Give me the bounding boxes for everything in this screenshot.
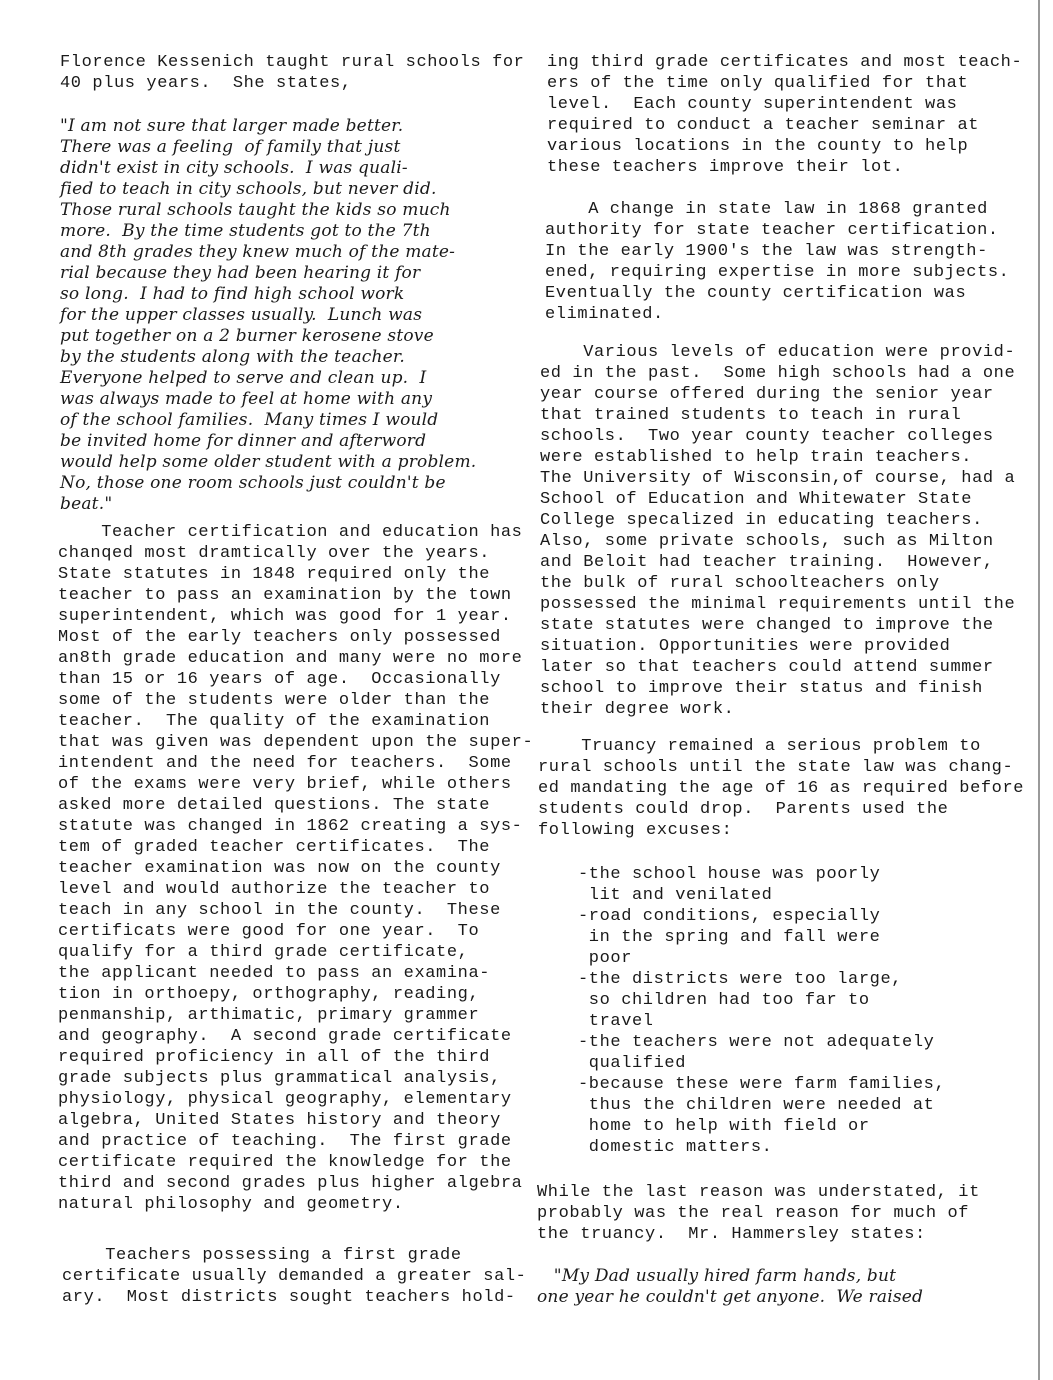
text-line: chanqed most dramtically over the years. — [58, 544, 491, 563]
text-line: College specalized in educating teachers. — [540, 511, 983, 530]
text-line: qualify for a third grade certificate, — [58, 943, 469, 962]
text-line: was always made to feel at home with any — [60, 389, 433, 409]
text-line: Various levels of education were provid- — [540, 343, 1016, 362]
text-line: required proficiency in all of the third — [58, 1048, 491, 1067]
text-line: later so that teachers could attend summer — [540, 658, 994, 677]
text-line: various locations in the county to help — [547, 137, 969, 156]
text-line: schools. Two year county teacher colleges — [540, 427, 994, 446]
text-line: probably was the real reason for much of — [537, 1204, 970, 1223]
text-line: statute was changed in 1862 creating a sys- — [58, 817, 523, 836]
text-line: -road conditions, especially — [578, 907, 881, 926]
text-line: algebra, United States history and theory — [58, 1111, 501, 1130]
text-line: -the teachers were not adequately — [578, 1033, 935, 1052]
text-line: asked more detailed questions. The state — [58, 796, 491, 815]
text-line: situation. Opportunities were provided — [540, 637, 951, 656]
text-line: physiology, physical geography, elementary — [58, 1090, 512, 1109]
text-line: required to conduct a teacher seminar at — [547, 116, 980, 135]
text-line: state statutes were changed to improve the — [540, 616, 994, 635]
text-line: lit and venilated — [578, 886, 773, 905]
text-line: following excuses: — [538, 821, 733, 840]
text-line: intendent and the need for teachers. Some — [58, 754, 512, 773]
text-line: their degree work. — [540, 700, 735, 719]
text-line: In the early 1900's the law was strength- — [545, 242, 988, 261]
text-line: of the exams were very brief, while others — [58, 775, 512, 794]
text-line: teacher. The quality of the examination — [58, 712, 491, 731]
text-line: and 8th grades they knew much of the mate- — [60, 242, 456, 262]
text-line: the applicant needed to pass an examina- — [58, 964, 491, 983]
text-line: of the school families. Many times I would — [60, 410, 439, 430]
text-line: There was a feeling of family that just — [60, 137, 401, 157]
text-line: Those rural schools taught the kids so much — [60, 200, 451, 220]
text-line: for the upper classes usually. Lunch was — [60, 305, 423, 325]
text-line: students could drop. Parents used the — [538, 800, 949, 819]
text-line: ened, requiring expertise in more subjects. — [545, 263, 1010, 282]
text-line: ary. Most districts sought teachers hold- — [62, 1288, 516, 1307]
text-line: eliminated. — [545, 305, 664, 324]
text-line: Eventually the county certification was — [545, 284, 967, 303]
text-line: an8th grade education and many were no more — [58, 649, 523, 668]
text-line: possessed the minimal requirements until the — [540, 595, 1016, 614]
text-line: Most of the early teachers only possessed — [58, 628, 501, 647]
page-edge-line — [1038, 0, 1040, 1380]
text-line: School of Education and Whitewater State — [540, 490, 973, 509]
text-line: didn't exist in city schools. I was quali- — [60, 158, 408, 178]
text-line: school to improve their status and finish — [540, 679, 983, 698]
text-line: grade subjects plus grammatical analysis, — [58, 1069, 501, 1088]
text-line: No, those one room schools just couldn't be — [60, 473, 446, 493]
text-line: were established to help train teachers. — [540, 448, 973, 467]
text-line: the truancy. Mr. Hammersley states: — [537, 1225, 926, 1244]
text-line: ed in the past. Some high schools had a one — [540, 364, 1016, 383]
text-line: Florence Kessenich taught rural schools for — [60, 53, 525, 72]
text-line: be invited home for dinner and afterword — [60, 431, 427, 451]
text-line: -the districts were too large, — [578, 970, 903, 989]
text-line: teacher to pass an examination by the town — [58, 586, 512, 605]
text-line: domestic matters. — [578, 1138, 773, 1157]
text-line: home to help with field or — [578, 1117, 870, 1136]
text-line: Teacher certification and education has — [58, 523, 523, 542]
text-line: poor — [578, 949, 633, 968]
text-line: certificate usually demanded a greater sal- — [62, 1267, 527, 1286]
text-line: rial because they had been hearing it for — [60, 263, 421, 283]
text-line: penmanship, arthimatic, primary grammer — [58, 1006, 480, 1025]
text-line: rural schools until the state law was chang- — [538, 758, 1014, 777]
text-line: qualified — [578, 1054, 687, 1073]
text-line: and geography. A second grade certificate — [58, 1027, 512, 1046]
text-line: -the school house was poorly — [578, 865, 881, 884]
text-line: travel — [578, 1012, 654, 1031]
text-line: While the last reason was understated, it — [537, 1183, 980, 1202]
text-line: more. By the time students got to the 7th — [60, 221, 431, 241]
text-line: A change in state law in 1868 granted — [545, 200, 988, 219]
text-line: tion in orthoepy, orthography, reading, — [58, 985, 480, 1004]
text-line: beat." — [60, 494, 113, 514]
text-line: put together on a 2 burner kerosene stove — [60, 326, 434, 346]
text-line: and Beloit had teacher training. However, — [540, 553, 994, 572]
text-line: teacher examination was now on the county — [58, 859, 501, 878]
text-line: 40 plus years. She states, — [60, 74, 352, 93]
text-line: thus the children were needed at — [578, 1096, 935, 1115]
text-line: certificate required the knowledge for the — [58, 1153, 512, 1172]
text-line: level. Each county superintendent was — [547, 95, 958, 114]
text-line: the bulk of rural schoolteachers only — [540, 574, 940, 593]
text-line: these teachers improve their lot. — [547, 158, 904, 177]
text-line: Truancy remained a serious problem to — [538, 737, 981, 756]
text-line: so children had too far to — [578, 991, 870, 1010]
text-line: "I am not sure that larger made better. — [60, 116, 404, 136]
text-line: teach in any school in the county. These — [58, 901, 501, 920]
text-line: Everyone helped to serve and clean up. I — [60, 368, 427, 388]
text-line: some of the students were older than the — [58, 691, 491, 710]
text-line: State statutes in 1848 required only the — [58, 565, 491, 584]
text-line: than 15 or 16 years of age. Occasionally — [58, 670, 501, 689]
text-line: third and second grades plus higher algebra — [58, 1174, 523, 1193]
text-line: so long. I had to find high school work — [60, 284, 405, 304]
text-line: natural philosophy and geometry. — [58, 1195, 404, 1214]
text-line: certificats were good for one year. To — [58, 922, 480, 941]
text-line: by the students along with the teacher. — [60, 347, 405, 367]
text-line: in the spring and fall were — [578, 928, 881, 947]
text-line: "My Dad usually hired farm hands, but — [537, 1266, 897, 1286]
text-line: The University of Wisconsin,of course, had a — [540, 469, 1016, 488]
text-line: superintendent, which was good for 1 year. — [58, 607, 512, 626]
text-line: would help some older student with a problem. — [60, 452, 477, 472]
text-line: year course offered during the senior year — [540, 385, 994, 404]
text-line: Also, some private schools, such as Milton — [540, 532, 994, 551]
text-line: that trained students to teach in rural — [540, 406, 962, 425]
text-line: one year he couldn't get anyone. We raised — [537, 1287, 924, 1307]
text-line: ed mandating the age of 16 as required before — [538, 779, 1025, 798]
text-line: level and would authorize the teacher to — [58, 880, 491, 899]
text-line: ers of the time only qualified for that — [547, 74, 969, 93]
text-line: ing third grade certificates and most teach- — [547, 53, 1023, 72]
text-line: authority for state teacher certification. — [545, 221, 999, 240]
text-line: Teachers possessing a first grade — [62, 1246, 462, 1265]
text-line: fied to teach in city schools, but never did. — [60, 179, 437, 199]
text-line: -because these were farm families, — [578, 1075, 946, 1094]
text-line: and practice of teaching. The first grade — [58, 1132, 512, 1151]
text-line: that was given was dependent upon the super- — [58, 733, 534, 752]
text-line: tem of graded teacher certificates. The — [58, 838, 491, 857]
